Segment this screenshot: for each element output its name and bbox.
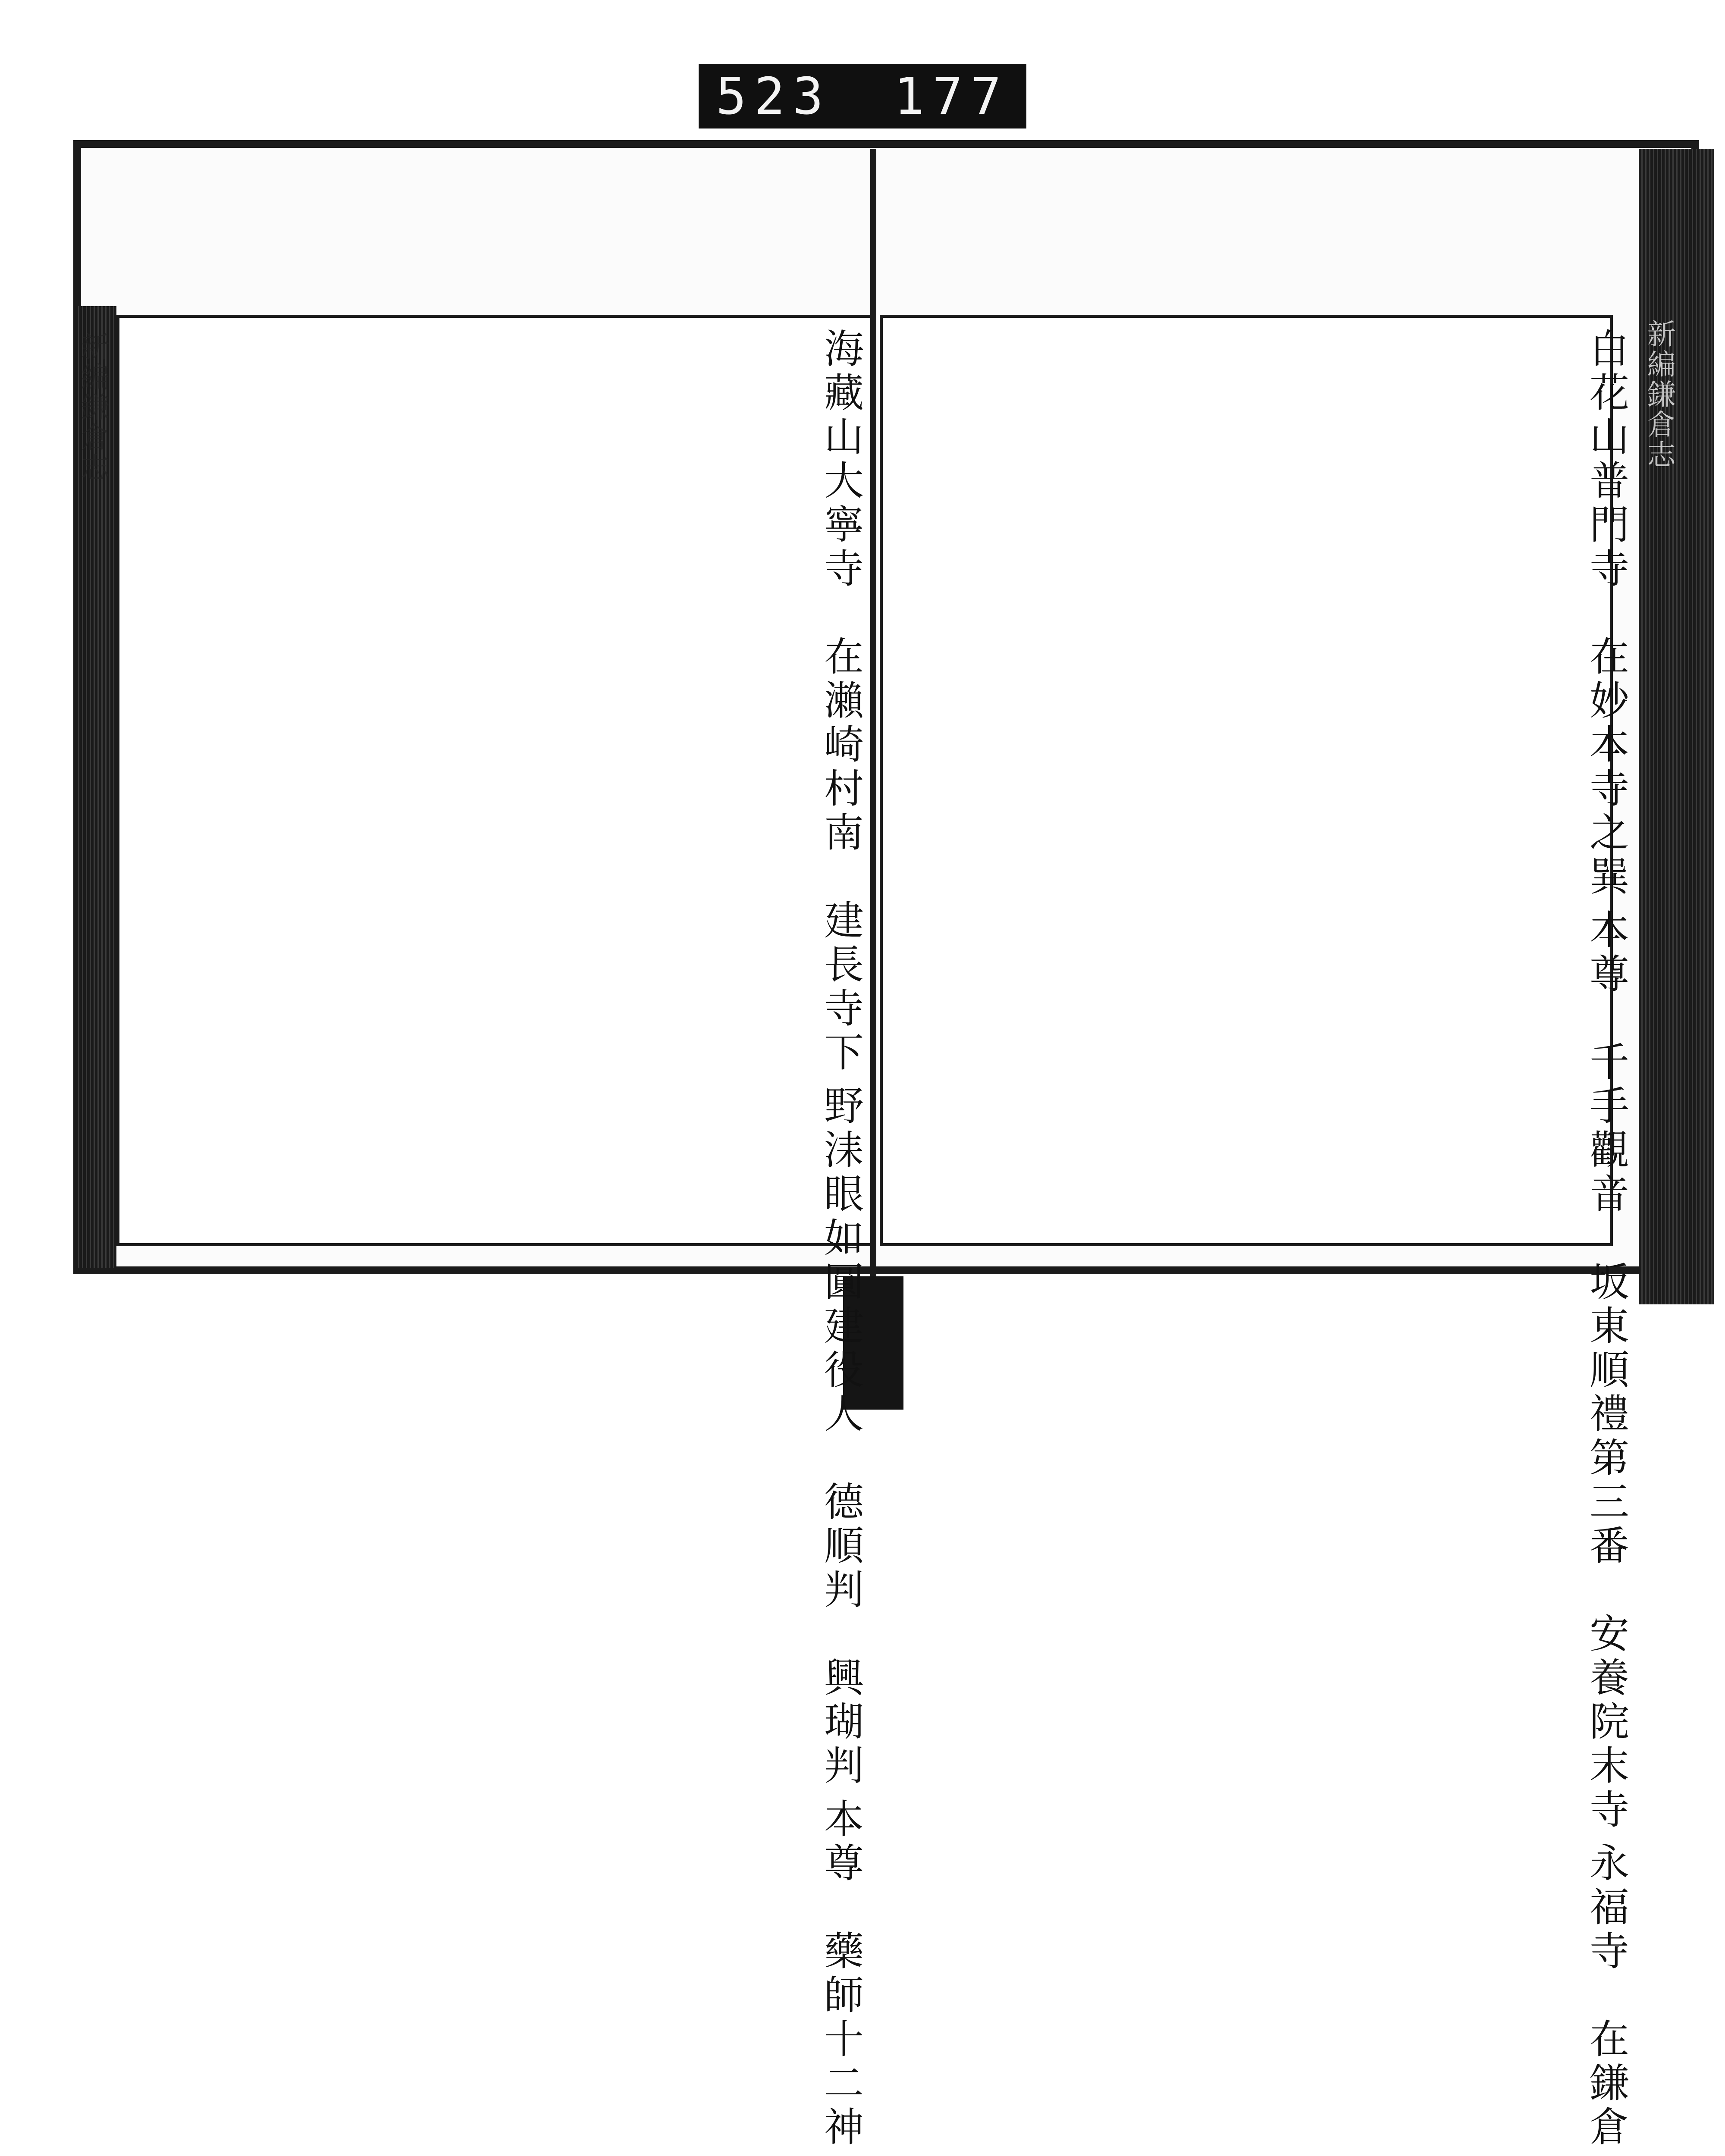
book-gutter [870,149,876,1287]
right-page-frame [880,315,1613,1246]
catalog-number-left: 523 [716,66,831,126]
left-margin-title: 新編鎌倉志 [76,332,110,483]
text-column: 本尊 千手觀音 坂東順禮第三番 安養院末寺 [1583,909,1629,1833]
text-column: 永福寺 在鎌倉 [1583,1842,1629,2150]
catalog-number-right: 177 [894,66,1009,126]
catalog-number-label [699,64,1026,128]
left-page-text [818,328,864,2150]
text-column: 白花山普門寺 在妙本寺之巽 [1583,328,1629,899]
text-column: 海藏山大寧寺 在瀨崎村南 建長寺下 [818,328,864,1075]
text-column: 野洡眼如圓建役人 德順判 興瑚判 [818,1085,864,1789]
left-page-frame [116,315,875,1246]
right-page-text [1583,328,1629,2150]
right-margin-title: 新編鎌倉志 [1642,319,1676,470]
text-column: 本尊 藥師十二神 [818,1798,864,2150]
